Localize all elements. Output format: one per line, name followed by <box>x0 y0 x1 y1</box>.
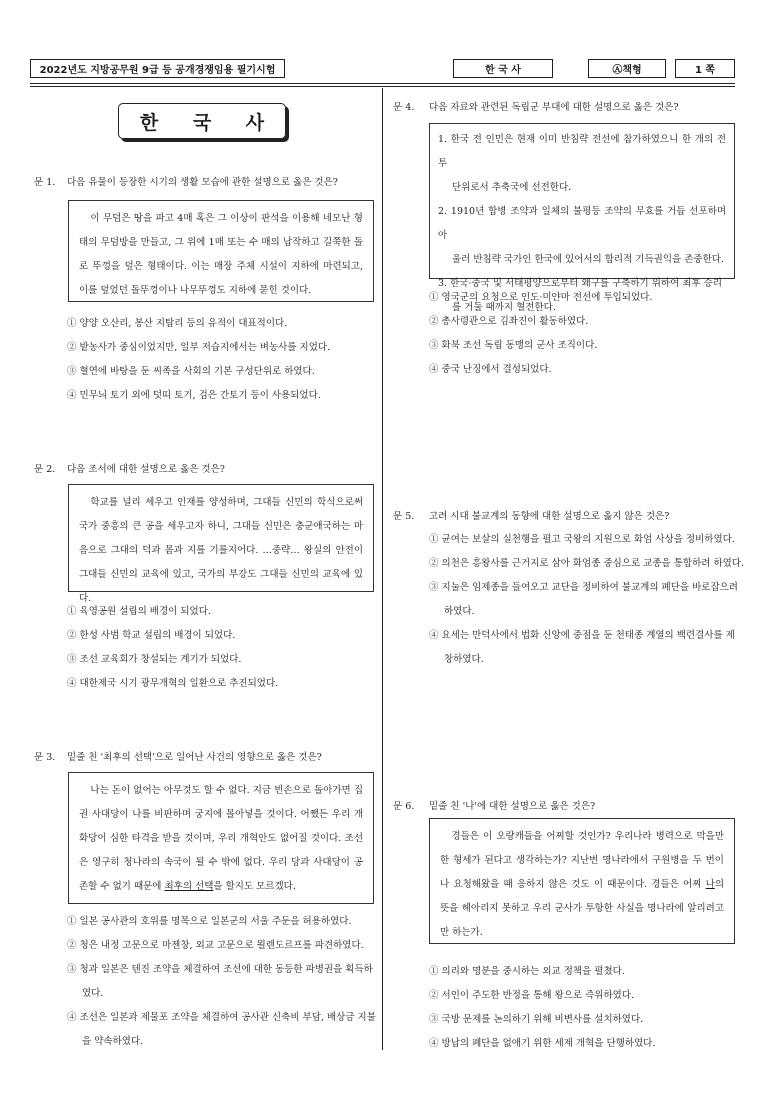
question-3-passage <box>68 772 374 904</box>
question-1-option-2[interactable]: ② 밭농사가 중심이었지만, 일부 저습지에서는 벼농사를 지었다. <box>67 342 331 353</box>
question-4-option-4[interactable]: ④ 중국 난징에서 결성되었다. <box>429 364 552 375</box>
question-6-passage <box>429 818 735 944</box>
booklet-type: Ⓐ책형 <box>588 59 666 78</box>
header-rule <box>30 83 735 84</box>
question-2-option-3[interactable]: ③ 조선 교육회가 창설되는 계기가 되었다. <box>67 654 242 665</box>
underlined-term: 최후의 선택 <box>164 881 214 892</box>
question-2-passage <box>68 484 374 604</box>
question-4-option-3[interactable]: ③ 화북 조선 독립 동맹의 군사 조직이다. <box>429 340 598 351</box>
question-1-number: 문 1. <box>34 177 56 188</box>
question-6-option-4[interactable]: ④ 방납의 폐단을 없애기 위한 세제 개혁을 단행하였다. <box>429 1038 656 1049</box>
question-2-option-4[interactable]: ④ 대한제국 시기 광무개혁의 일환으로 추진되었다. <box>67 678 279 689</box>
question-4-option-2[interactable]: ② 총사령관으로 김좌진이 활동하였다. <box>429 316 589 327</box>
question-1-stem: 다음 유물이 등장한 시기의 생활 모습에 관한 설명으로 옳은 것은? <box>67 177 338 188</box>
passage-text: 이 무덤은 땅을 파고 4매 혹은 그 이상이 판석을 이용해 네모난 형태의 무덤방을 만들고, 그 위에 1매 또는 수 매의 납작하고 길쭉한 돌로 뚜껑을 덮은 형태이다. 이는 매장 주체 시설이 지하에 마련되고, 이를 덮었던 돌뚜껑이나 나무뚜껑도 지하에 묻힌 것이다. <box>79 213 363 296</box>
question-2-number: 문 2. <box>34 464 56 475</box>
question-3-option-1[interactable]: ① 일본 공사관의 호위를 명목으로 일본군의 서울 주둔을 허용하였다. <box>67 916 352 927</box>
passage-text: 경들은 이 오랑캐들을 어찌할 것인가? 우리나라 병력으로 막을만한 형세가 된다고 생각하는가? 지난번 명나라에서 구원병을 두 번이나 요청해왔을 때 응하지 않은 것도 이 때문이다. 경들은 어찌 나의 뜻을 헤아리지 못하고 우리 군사가 투항한 사실을 명나라에 알리려고만 하는가. <box>440 831 724 938</box>
question-3-option-3[interactable]: ③ 청과 일본은 텐진 조약을 체결하여 조선에 대한 동등한 파병권을 획득하 <box>67 964 373 975</box>
exam-title: 2022년도 지방공무원 9급 등 공개경쟁임용 필기시험 <box>30 59 285 78</box>
passage-line: 단위로서 추축국에 선전한다. <box>452 182 572 193</box>
question-6-option-3[interactable]: ③ 국방 문제를 논의하기 위해 비변사를 설치하였다. <box>429 1014 644 1025</box>
question-6-option-1[interactable]: ① 의리와 명분을 중시하는 외교 정책을 펼쳤다. <box>429 966 625 977</box>
passage-text: 학교를 널리 세우고 인재를 양성하며, 그대들 신민의 학식으로써 국가 중흥의 큰 공을 세우고자 하니, 그대들 신민은 충군애국하는 마음으로 그대의 덕과 몸과 지를 기를지어다. …중략… 왕실의 안전이 그대들 신민의 교육에 있고, 국가의 부강도 그대들 신민의 교육에 있다. <box>79 497 363 604</box>
column-divider <box>382 88 383 1050</box>
question-5-stem: 고려 시대 불교계의 동향에 대한 설명으로 옳지 않은 것은? <box>429 511 670 522</box>
question-6-number: 문 6. <box>393 801 415 812</box>
question-2-stem: 다음 조서에 대한 설명으로 옳은 것은? <box>67 464 225 475</box>
question-3-option-4[interactable]: ④ 조선은 일본과 제물포 조약을 체결하여 공사관 신축비 부담, 배상금 지불 <box>67 1012 376 1023</box>
passage-line: 를 거둘 때까지 혈전한다. <box>452 302 556 313</box>
question-4-option-1[interactable]: ① 영국군의 요청으로 인도·미얀마 전선에 투입되었다. <box>429 292 653 303</box>
question-3-option-3-cont: 였다. <box>82 988 104 999</box>
subject-label: 한 국 사 <box>453 59 553 78</box>
question-5-option-4[interactable]: ④ 요세는 만덕사에서 법화 신앙에 중점을 둔 천태종 계열의 백련결사를 제 <box>429 630 735 641</box>
passage-line: 1. 한국 전 인민은 현재 이미 반침략 전선에 참가하였으니 한 개의 전투 <box>438 134 726 169</box>
passage-line: 울러 반침략 국가인 한국에 있어서의 합리적 기득권익을 존중한다. <box>452 254 724 265</box>
question-5-number: 문 5. <box>393 511 415 522</box>
question-1-option-1[interactable]: ① 양양 오산리, 봉산 지탑리 등의 유적이 대표적이다. <box>67 318 288 329</box>
question-3-option-4-cont: 을 약속하였다. <box>82 1036 144 1047</box>
question-6-stem: 밑줄 친 '나'에 대한 설명으로 옳은 것은? <box>429 801 596 812</box>
question-3-stem: 밑줄 친 '최후의 선택'으로 일어난 사건의 영향으로 옳은 것은? <box>67 752 322 763</box>
question-5-option-3-cont: 하였다. <box>444 606 475 617</box>
question-5-option-3[interactable]: ③ 지눌은 임제종을 들여오고 교단을 정비하여 불교계의 폐단을 바로잡으려 <box>429 582 738 593</box>
underlined-term: 나 <box>705 879 715 890</box>
question-1-option-4[interactable]: ④ 민무늬 토기 외에 덧띠 토기, 검은 간토기 등이 사용되었다. <box>67 390 321 401</box>
question-2-option-2[interactable]: ② 한성 사범 학교 설립의 배경이 되었다. <box>67 630 236 641</box>
page-number: 1 쪽 <box>675 59 735 78</box>
question-3-number: 문 3. <box>34 752 56 763</box>
question-4-number: 문 4. <box>393 102 415 113</box>
passage-line: 3. 한국·중국 및 서태평양으로부터 왜구를 구축하기 위하여 최후 승리 <box>438 278 723 289</box>
question-1-passage <box>68 200 374 302</box>
question-5-option-2[interactable]: ② 의천은 흥왕사를 근거지로 삼아 화엄종 중심으로 교종을 통합하려 하였다. <box>429 558 745 569</box>
question-4-stem: 다음 자료와 관련된 독립군 부대에 대한 설명으로 옳은 것은? <box>429 102 679 113</box>
question-2-option-1[interactable]: ① 육영공원 설립의 배경이 되었다. <box>67 606 211 617</box>
question-6-option-2[interactable]: ② 서인이 주도한 반정을 통해 왕으로 즉위하였다. <box>429 990 635 1001</box>
header-rule-thin <box>30 86 735 87</box>
question-5-option-4-cont: 창하였다. <box>444 654 484 665</box>
question-3-option-2[interactable]: ② 청은 내정 고문으로 마젠창, 외교 고문으로 묄렌도르프를 파견하였다. <box>67 940 364 951</box>
passage-line: 2. 1910년 합병 조약과 일체의 불평등 조약의 무효를 거듭 선포하며 아 <box>438 206 726 241</box>
passage-text: 나는 돈이 없어는 아무것도 할 수 없다. 지금 빈손으로 돌아가면 집권 사대당이 나를 비판하며 궁지에 몰아넣을 것이다. 어쨌든 우리 개화당이 심한 타격을 받을 것이며, 우리 개혁안도 없어질 것이다. 조선은 영구히 청나라의 속국이 될 수 밖에 없다. 우리 당과 사대당이 공존할 수 없기 때문에 최후의 선택을 할지도 모르겠다. <box>79 785 363 892</box>
page-title: 한 국 사 <box>118 103 286 139</box>
question-1-option-3[interactable]: ③ 혈연에 바탕을 둔 씨족을 사회의 기본 구성단위로 하였다. <box>67 366 315 377</box>
question-5-option-1[interactable]: ① 균여는 보살의 실천행을 펼고 국왕의 지원으로 화엄 사상을 정비하였다. <box>429 534 735 545</box>
